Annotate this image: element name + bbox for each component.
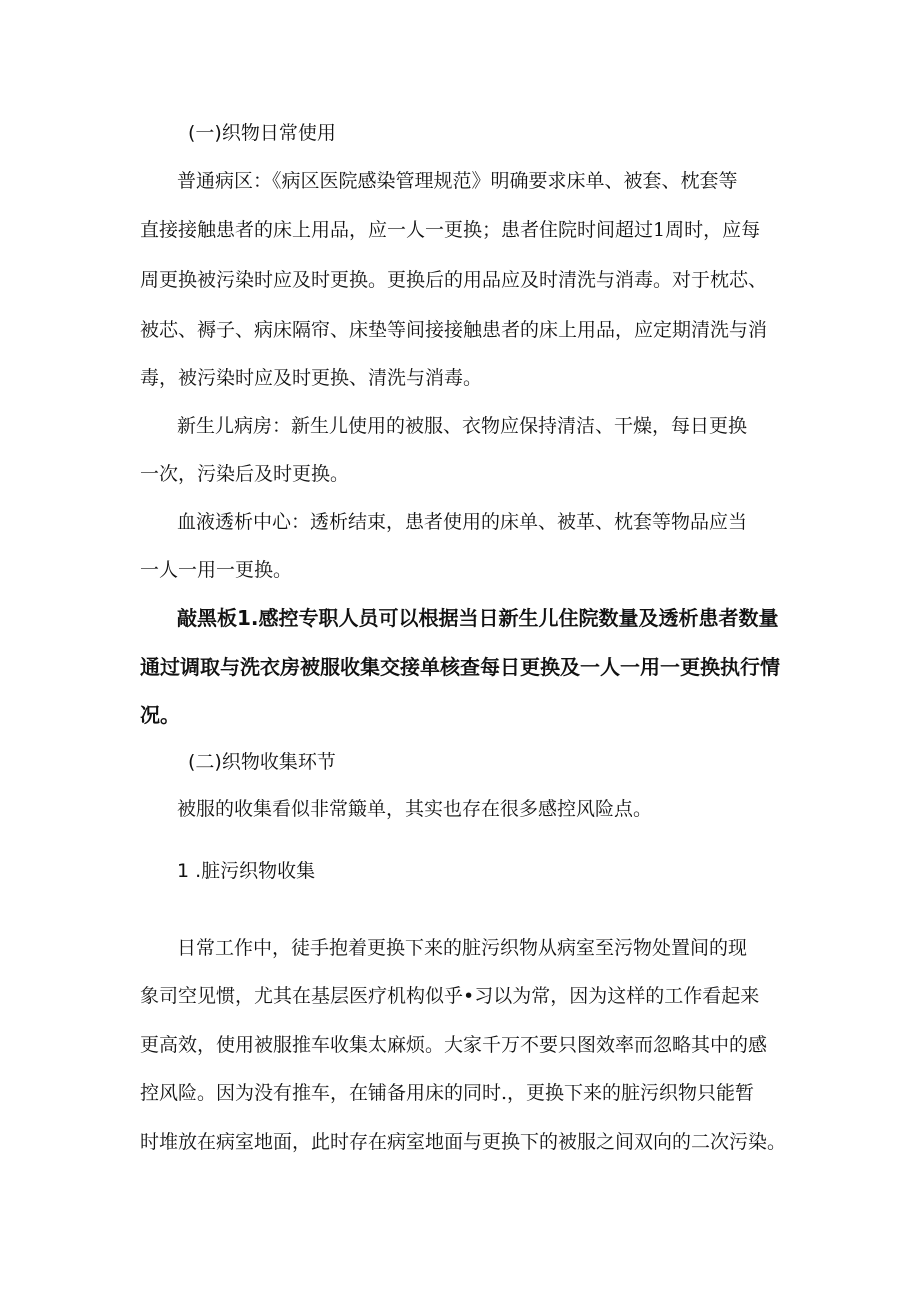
dialysis-center-line-1: 血液透析中心：透析结束，患者使用的床单、被革、枕套等物品应当: [177, 511, 748, 533]
section-2-heading: (二)织物收集环节: [188, 751, 336, 773]
collection-intro: 被服的收集看似非常簸单，其实也存在很多感控风险点。: [177, 798, 653, 820]
dirty-linen-line-5: 时堆放在病室地面，此时存在病室地面与更换下的被服之间双向的二次污染。: [140, 1131, 787, 1153]
general-ward-line-2: 直接接触患者的床上用品，应一人一更换；患者住院时间超过1周时，应每: [140, 219, 761, 241]
dirty-linen-line-2: 象司空见惯，尤其在基层医疗机构似乎•习以为常，因为这样的工作看起来: [140, 985, 760, 1007]
key-note-line-2: 通过调取与洗衣房被服收集交接单核查每日更换及一人一用一更换执行情: [140, 655, 780, 679]
dirty-linen-line-1: 日常工作中，徒手抱着更换下来的脏污织物从病室至污物处置间的现: [177, 937, 748, 959]
section-1-heading: (一)织物日常使用: [188, 122, 336, 144]
dirty-linen-subheading: 1 .脏污织物收集: [177, 860, 316, 882]
dirty-linen-line-3: 更高效，使用被服推车收集太麻烦。大家千万不要只图效率而忽略其中的感: [140, 1034, 768, 1056]
general-ward-line-5: 毒，被污染时应及时更换、清洗与消毒。: [140, 367, 483, 389]
key-note-line-1: 敲黑板1.感控专职人员可以根据当日新生儿住院数量及透析患者数量: [177, 606, 779, 630]
general-ward-line-4: 被芯、褥子、病床隔帘、床垫等间接接触患者的床上用品，应定期清洗与消: [140, 319, 768, 341]
general-ward-line-1: 普通病区：《病区医院感染管理规范》明确要求床单、被套、枕套等: [177, 170, 738, 192]
general-ward-line-3: 周更换被污染时应及时更换。更换后的用品应及时清洗与消毒。对于枕芯、: [140, 269, 768, 291]
newborn-ward-line-1: 新生儿病房：新生儿使用的被服、衣物应保持清洁、干燥，每日更换: [177, 415, 748, 437]
newborn-ward-line-2: 一次，污染后及时更换。: [140, 463, 350, 485]
key-note-line-3: 况。: [140, 703, 180, 727]
dirty-linen-line-4: 控风险。因为没有推车，在铺备用床的同时.，更换下来的脏污织物只能暂: [140, 1082, 755, 1104]
dialysis-center-line-2: 一人一用一更换。: [140, 559, 293, 581]
